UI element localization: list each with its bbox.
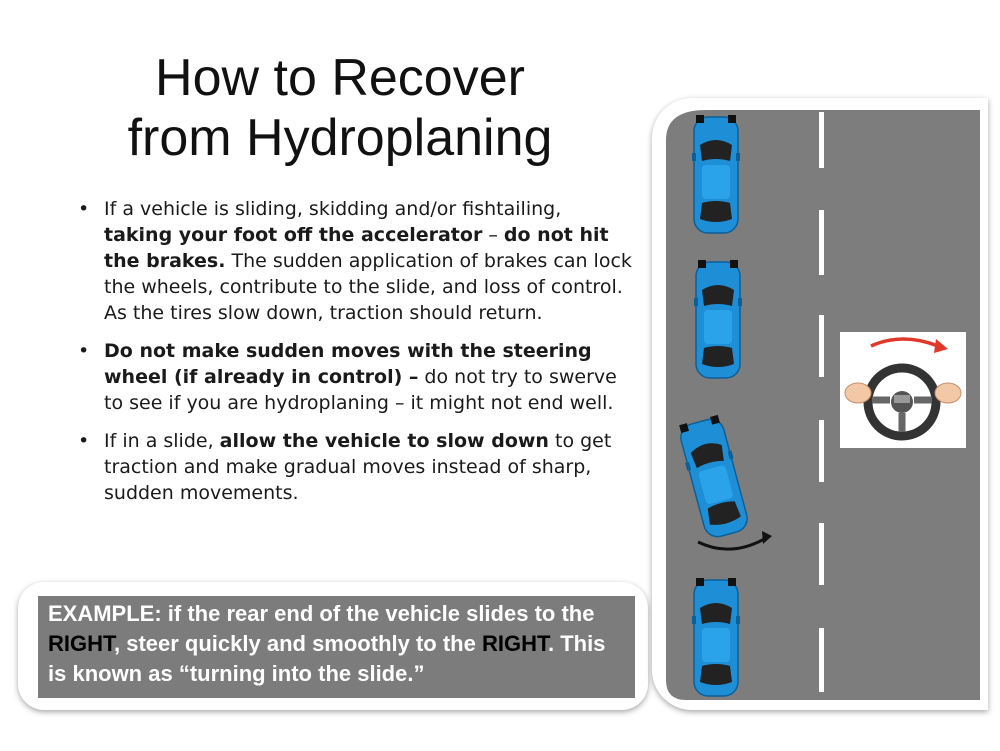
bullet-text: do not try to swerve to see if you are hydroplaning – it might not end well. (104, 366, 617, 414)
car-icon (692, 115, 740, 233)
bullet-emphasis: allow the vehicle to slow down (219, 430, 549, 452)
title-line-1: How to Recover (155, 49, 525, 107)
car-icon (694, 260, 742, 378)
example-callout (38, 596, 635, 698)
bullet-item (74, 338, 634, 416)
bullet-text: If a vehicle is sliding, skidding and/or fishtailing, (104, 198, 562, 220)
road-illustration (666, 110, 980, 700)
bullet-emphasis: taking your foot off the accelerator (104, 224, 483, 246)
bullet-emphasis: do not hit the brakes. (104, 224, 609, 272)
bullet-text: If in a slide, (104, 430, 220, 452)
title-line-2: from Hydroplaning (127, 109, 553, 167)
example-text: . This is known as “turning into the slide.” (48, 631, 606, 686)
example-text: , steer quickly and smoothly to the (114, 631, 482, 656)
bullet-list (74, 196, 634, 518)
bullet-text: to get traction and make gradual moves instead of sharp, sudden movements. (104, 430, 612, 504)
steering-wheel-icon (840, 332, 966, 448)
bullet-item (74, 428, 634, 506)
slide-title (40, 48, 640, 168)
car-icon (692, 578, 740, 696)
example-highlight: RIGHT (481, 631, 548, 656)
bullet-text: – (482, 224, 504, 246)
bullet-item (74, 196, 634, 326)
bullet-text: The sudden application of brakes can lock the wheels, contribute to the slide, and loss of control. As the tires slow down, traction should return. (104, 250, 632, 324)
bullet-emphasis: Do not make sudden moves with the steering wheel (if already in control) – (104, 340, 592, 388)
example-highlight: RIGHT (48, 631, 114, 656)
example-text: EXAMPLE: if the rear end of the vehicle slides to the (48, 601, 595, 626)
